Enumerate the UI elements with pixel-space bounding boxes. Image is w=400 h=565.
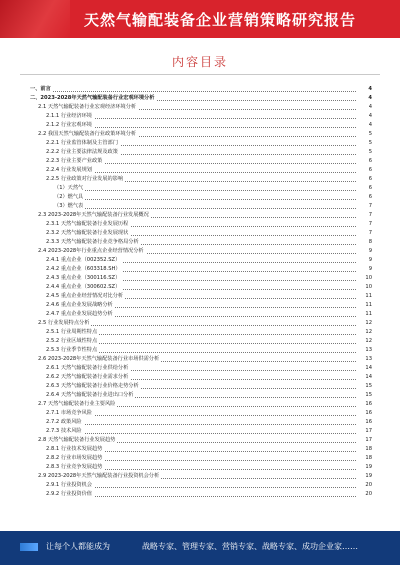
toc-entry-page: 16 (365, 410, 372, 416)
toc-entry-title: 二、2023-2028年天然气输配装备行业宏观环境分析 (30, 95, 155, 101)
toc-title: 内容目录 (171, 55, 228, 69)
toc-entry-page: 15 (365, 383, 372, 389)
toc-entry-title: 2.8.1 行业技术发展趋势 (46, 446, 103, 452)
toc-entry-page: 19 (365, 464, 372, 470)
toc-entry-title: （3）燃气表 (54, 203, 84, 209)
toc-entry-page: 4 (368, 86, 372, 92)
toc-entry[interactable] (0, 184, 372, 193)
toc-entry[interactable] (0, 463, 372, 472)
toc-entry-page: 7 (368, 203, 372, 209)
toc-entry[interactable] (0, 436, 372, 445)
toc-entry[interactable] (0, 157, 372, 166)
toc-entry-title: 2.9.1 行业投资机会 (46, 482, 92, 488)
toc-entry-page: 19 (365, 473, 372, 479)
toc-entry[interactable] (0, 283, 372, 292)
toc-entry[interactable] (0, 391, 372, 400)
toc-entry-title: 2.8 天然气输配装备行业发展趋势 (38, 437, 116, 443)
toc-entry-title: 2.4.5 重点企业经营情况对比分析 (46, 293, 124, 299)
toc-entry[interactable] (0, 85, 372, 94)
toc-entry-title: 2.4.4 重点企业（300602.SZ） (46, 284, 121, 290)
report-title: 天然气输配装备企业营销策略研究报告 (83, 11, 356, 29)
toc-entry-page: 17 (365, 428, 372, 434)
toc-entry-title: 2.4.2 重点企业（603318.SH） (46, 266, 121, 272)
toc-entry-page: 12 (365, 338, 372, 344)
toc-entry[interactable] (0, 274, 372, 283)
toc-entry-title: 2.7.1 市场竞争风险 (46, 410, 92, 416)
toc-entry[interactable] (0, 346, 372, 355)
toc-entry-title: 2.7.3 技术风险 (46, 428, 82, 434)
toc-leader-dots (54, 199, 356, 200)
toc-entry-title: 2.4.3 重点企业（300116.SZ） (46, 275, 121, 281)
toc-entry-page: 11 (365, 311, 372, 317)
toc-entry-title: 2.4.6 重点企业发展战略分析 (46, 302, 113, 308)
toc-entry[interactable] (0, 490, 372, 499)
toc-entry[interactable] (0, 139, 372, 148)
toc-entry-page: 11 (365, 302, 372, 308)
toc-entry-page: 12 (365, 320, 372, 326)
toc-entry-title: （2）燃气具 (54, 194, 84, 200)
toc-entry-title: 2.8.3 行业竞争发展趋势 (46, 464, 103, 470)
toc-leader-dots (54, 208, 356, 209)
toc-entry-page: 20 (365, 491, 372, 497)
toc-entry-page: 9 (368, 257, 372, 263)
toc-entry-title: 2.2.2 行业主要法律法规及政策 (46, 149, 118, 155)
toc-entry-page: 14 (365, 365, 372, 371)
toc-entry-title: 2.9.2 行业投资价值 (46, 491, 92, 497)
toc-entry[interactable] (0, 292, 372, 301)
toc-entry-page: 5 (368, 131, 372, 137)
toc-entry-page: 6 (368, 194, 372, 200)
toc-entry[interactable] (0, 445, 372, 454)
toc-entry[interactable] (0, 202, 372, 211)
toc-leader-dots (46, 424, 356, 425)
toc-entry-page: 7 (368, 230, 372, 236)
toc-entry[interactable] (0, 301, 372, 310)
toc-entry-page: 14 (365, 374, 372, 380)
toc-entry-title: 2.5.3 行业季节性特点 (46, 347, 98, 353)
toc-entry[interactable] (0, 148, 372, 157)
toc-entry-title: 2.2.5 行业政策对行业发展的影响 (46, 176, 124, 182)
toc-entry-title: 一、前言 (30, 86, 51, 92)
toc-entry-page: 16 (365, 419, 372, 425)
toc-entry[interactable] (0, 310, 372, 319)
toc-entry-title: 2.3.1 天然气输配装备行业发展历程 (46, 221, 129, 227)
toc-entry[interactable] (0, 112, 372, 121)
toc-leader-dots (30, 91, 356, 92)
toc-entry-title: 2.1.2 行业宏观环境 (46, 122, 92, 128)
toc-entry[interactable] (0, 382, 372, 391)
toc-entry-title: 2.6 2023-2028年天然气输配装备行业市场供需分析 (38, 356, 160, 362)
toc-entry[interactable] (0, 472, 372, 481)
toc-entry[interactable] (0, 373, 372, 382)
toc-entry[interactable] (0, 130, 372, 139)
toc-entry[interactable] (0, 427, 372, 436)
toc-entry-page: 5 (368, 140, 372, 146)
toc-entry-title: 2.3 2023-2028年天然气输配装备行业发展概况 (38, 212, 149, 218)
toc-entry-page: 6 (368, 158, 372, 164)
toc-entry[interactable] (0, 265, 372, 274)
toc-entry-page: 4 (368, 95, 372, 101)
toc-entry-page: 18 (365, 455, 372, 461)
report-header (0, 0, 400, 38)
toc-leader-dots (54, 190, 356, 191)
toc-entry[interactable] (0, 454, 372, 463)
toc-entry-page: 8 (368, 239, 372, 245)
toc-entry-page: 10 (365, 275, 372, 281)
toc-entry-title: 2.7.2 政策风险 (46, 419, 82, 425)
toc-entry[interactable] (0, 409, 372, 418)
toc-entry-title: 2.7 天然气输配装备行业主要风险 (38, 401, 116, 407)
toc-entry-page: 13 (365, 347, 372, 353)
toc-entry-title: 2.8.2 行业市场发展趋势 (46, 455, 103, 461)
toc-entry-title: 2.4.7 重点企业发展趋势分析 (46, 311, 113, 317)
toc-entry-title: 2.4.1 重点企业（002352.SZ） (46, 257, 121, 263)
toc-entry-title: 2.6.1 天然气输配装备行业供给分析 (46, 365, 129, 371)
toc-entry-page: 4 (368, 122, 372, 128)
toc-entry-title: 2.2 我国天然气输配装备行业政策环境分析 (38, 131, 137, 137)
toc-leader-dots (46, 433, 356, 434)
toc-entry-page: 10 (365, 284, 372, 290)
toc-entry-page: 6 (368, 167, 372, 173)
toc-entry-title: 2.6.3 天然气输配装备行业价格走势分析 (46, 383, 139, 389)
toc-entry-page: 15 (365, 392, 372, 398)
toc-entry-title: 2.5.2 行业区域性特点 (46, 338, 98, 344)
toc-entry-title: 2.2.4 行业发展规划 (46, 167, 92, 173)
toc-entry-page: 9 (368, 248, 372, 254)
toc-entry-page: 16 (365, 401, 372, 407)
toc-entry-title: 2.2.3 行业主要产业政策 (46, 158, 103, 164)
toc-entry-title: （1）天然气 (54, 185, 84, 191)
toc-entry-page: 17 (365, 437, 372, 443)
toc-entry-page: 20 (365, 482, 372, 488)
toc-entry-page: 12 (365, 329, 372, 335)
toc-entry-title: 2.2.1 行业监管体制及主管部门 (46, 140, 118, 146)
footer-accent (20, 543, 38, 551)
report-footer (0, 531, 400, 565)
toc-entry-title: 2.6.4 天然气输配装备行业进出口分析 (46, 392, 134, 398)
toc-entry-page: 6 (368, 176, 372, 182)
toc-entry-title: 2.3.2 天然气输配装备行业发展现状 (46, 230, 129, 236)
toc-entry-title: 2.1 天然气输配装备行业宏观经济环境分析 (38, 104, 137, 110)
toc-entry[interactable] (0, 337, 372, 346)
toc-entry-title: 2.5 行业发展特点分析 (38, 320, 90, 326)
toc-entry[interactable] (0, 166, 372, 175)
toc-entry-page: 4 (368, 104, 372, 110)
toc-entry[interactable] (0, 247, 372, 256)
toc-entry-page: 7 (368, 221, 372, 227)
toc-entry[interactable] (0, 238, 372, 247)
toc-entry-page: 4 (368, 113, 372, 119)
footer-slogan: 让每个人都能成为 (46, 542, 110, 551)
toc-entry[interactable] (0, 328, 372, 337)
toc-entry[interactable] (0, 103, 372, 112)
toc-entry[interactable] (0, 220, 372, 229)
toc-entry-title: 2.6.2 天然气输配装备行业需求分析 (46, 374, 129, 380)
toc-entry-page: 5 (368, 149, 372, 155)
toc-entry[interactable] (0, 400, 372, 409)
toc-entry[interactable] (0, 319, 372, 328)
footer-roles: 战略专家、管理专家、营销专家、战略专家、成功企业家…… (142, 542, 358, 551)
toc-entry-page: 6 (368, 185, 372, 191)
toc-entry[interactable] (0, 94, 372, 103)
toc-entry[interactable] (0, 256, 372, 265)
toc-entry-page: 18 (365, 446, 372, 452)
toc-entry-title: 2.4 2023-2028年行业重点企业经营情况分析 (38, 248, 144, 254)
toc-entry-title: 2.1.1 行业经济环境 (46, 113, 92, 119)
toc-entry-title: 2.5.1 行业周期性特点 (46, 329, 98, 335)
toc-entry-title: 2.3.3 天然气输配装备行业竞争格局分析 (46, 239, 139, 245)
toc-divider (20, 74, 380, 75)
toc-entry[interactable] (0, 481, 372, 490)
toc-entry[interactable] (0, 193, 372, 202)
toc-entry[interactable] (0, 211, 372, 220)
toc-entry-page: 13 (365, 356, 372, 362)
toc-entry-page: 11 (365, 293, 372, 299)
toc-entry-page: 7 (368, 212, 372, 218)
toc-entry[interactable] (0, 175, 372, 184)
toc-entry[interactable] (0, 364, 372, 373)
toc-entry[interactable] (0, 121, 372, 130)
toc-entry-page: 9 (368, 266, 372, 272)
toc-entry[interactable] (0, 229, 372, 238)
toc-entry[interactable] (0, 418, 372, 427)
toc-entry[interactable] (0, 355, 372, 364)
toc-entry-title: 2.9 2023-2028年天然气输配装备行业投资机会分析 (38, 473, 160, 479)
